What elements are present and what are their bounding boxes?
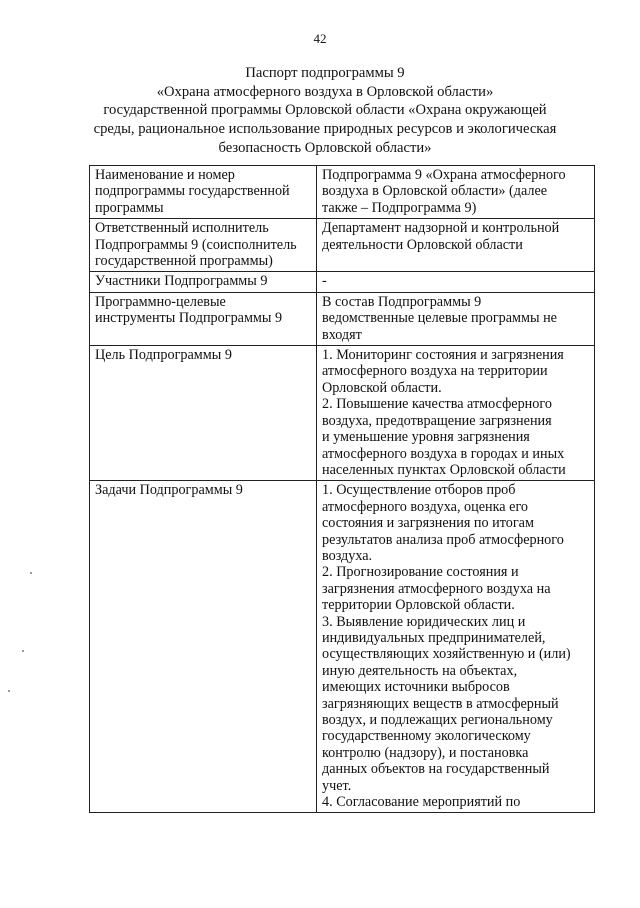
value-line: воздух, и подлежащих региональному — [322, 712, 553, 728]
value-line: и уменьшение уровня загрязнения — [322, 429, 530, 446]
value-line: данных объектов на государственный — [322, 761, 550, 778]
value-line: Подпрограмма 9 «Охрана атмосферного — [322, 167, 566, 183]
label-line: государственной программы) — [95, 253, 273, 270]
row-label-cell — [90, 346, 317, 481]
row-value-cell — [317, 219, 595, 272]
passport-table-body — [90, 166, 595, 813]
heading-line: Паспорт подпрограммы 9 — [245, 65, 405, 81]
value-line: учет. — [322, 777, 352, 794]
value-line: 3. Выявление юридических лиц и — [322, 613, 526, 630]
table-row — [90, 272, 595, 292]
passport-table — [89, 165, 595, 813]
value-line: входят — [322, 326, 362, 343]
heading-line: государственной программы Орловской области «Охрана окружающей — [103, 102, 547, 119]
value-line: атмосферного воздуха, оценка его — [322, 498, 529, 515]
value-line: результатов анализа проб атмосферного — [322, 531, 564, 548]
value-line: контролю (надзору), и постановка — [322, 744, 529, 761]
row-label-cell — [90, 481, 317, 813]
table-row — [90, 346, 595, 481]
label-line: подпрограммы государственной — [95, 183, 290, 200]
heading-line: «Охрана атмосферного воздуха в Орловской области» — [156, 83, 494, 100]
value-line: 2. Повышение качества атмосферного — [322, 396, 552, 413]
value-line: иную деятельность на объектах, — [322, 662, 518, 679]
value-line: воздуха в Орловской области» (далее — [322, 183, 548, 200]
value-line: - — [322, 273, 327, 290]
row-value-cell — [317, 346, 595, 481]
table-row — [90, 166, 595, 219]
label-line: Наименование и номер — [95, 167, 235, 183]
value-line: государственному экологическому — [322, 728, 531, 745]
value-line: загрязняющих веществ в атмосферный — [322, 695, 559, 712]
label-line: Программно-целевые — [95, 293, 226, 310]
scan-margin-dot — [8, 690, 10, 692]
document-heading — [60, 64, 590, 158]
value-line: Орловской области. — [322, 379, 442, 396]
value-line: 1. Осуществление отборов проб — [322, 482, 516, 499]
value-line: состояния и загрязнения по итогам — [322, 515, 534, 532]
value-line: атмосферного воздуха на территории — [322, 363, 548, 380]
label-line: Ответственный исполнитель — [95, 220, 269, 237]
value-line: деятельности Орловской области — [322, 236, 523, 253]
value-line: атмосферного воздуха в городах и иных — [322, 445, 565, 462]
label-line: Цель Подпрограммы 9 — [95, 347, 232, 364]
heading-line: безопасность Орловской области» — [218, 139, 432, 156]
value-line: территории Орловской области. — [322, 597, 515, 614]
label-line: инструменты Подпрограммы 9 — [95, 310, 283, 327]
row-value-cell — [317, 481, 595, 813]
value-line: индивидуальных предпринимателей, — [322, 629, 546, 646]
label-line: Задачи Подпрограммы 9 — [95, 482, 243, 499]
value-line: также – Подпрограмма 9) — [322, 199, 477, 216]
value-line: 1. Мониторинг состояния и загрязнения — [322, 347, 564, 364]
row-value-cell — [317, 272, 595, 292]
value-line: Департамент надзорной и контрольной — [322, 220, 560, 237]
scan-margin-dot — [30, 572, 32, 574]
row-value-cell — [317, 166, 595, 219]
value-line: осуществляющих хозяйственную и (или) — [322, 646, 571, 663]
row-label-cell — [90, 166, 317, 219]
value-line: 2. Прогнозирование состояния и — [322, 564, 519, 581]
label-line: Подпрограммы 9 (соисполнитель — [95, 236, 297, 253]
value-line: В состав Подпрограммы 9 — [322, 293, 482, 310]
table-row — [90, 292, 595, 345]
value-line: населенных пунктах Орловской области — [322, 461, 566, 478]
table-row — [90, 481, 595, 813]
table-row — [90, 219, 595, 272]
heading-line: среды, рациональное использование природных ресурсов и экологическая — [93, 121, 557, 138]
value-line: 4. Согласование мероприятий по — [322, 794, 521, 811]
label-line: Участники Подпрограммы 9 — [95, 273, 268, 290]
value-line: загрязнения атмосферного воздуха на — [322, 580, 551, 597]
page-number: 42 — [313, 31, 327, 46]
label-line: программы — [95, 199, 164, 216]
scan-margin-dot — [22, 650, 24, 652]
row-label-cell — [90, 292, 317, 345]
value-line: имеющих источники выбросов — [322, 679, 510, 696]
row-label-cell — [90, 219, 317, 272]
value-line: воздуха. — [322, 547, 373, 564]
value-line: ведомственные целевые программы не — [322, 310, 557, 327]
value-line: воздуха, предотвращение загрязнения — [322, 412, 552, 429]
row-value-cell — [317, 292, 595, 345]
row-label-cell — [90, 272, 317, 292]
